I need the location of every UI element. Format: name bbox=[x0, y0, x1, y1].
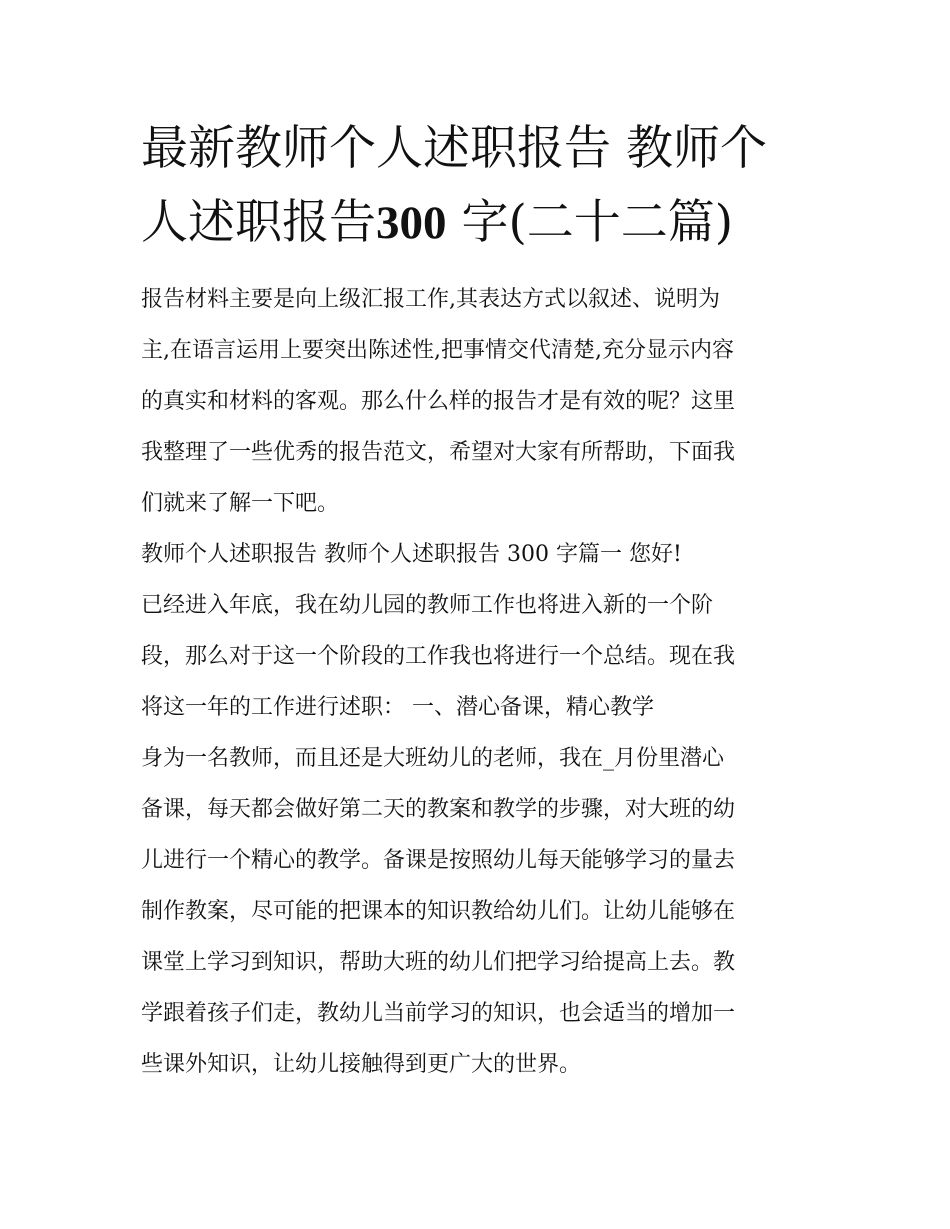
body-line: 些课外知识，让幼儿接触得到更广大的世界。 bbox=[141, 1052, 582, 1077]
intro-line: 的真实和材料的客观。那么什么样的报告才是有效的呢？这里 bbox=[141, 389, 736, 414]
body-line: 课堂上学习到知识，帮助大班的幼儿们把学习给提高上去。教 bbox=[141, 950, 736, 975]
body-line: 学跟着孩子们走，教幼儿当前学习的知识，也会适当的增加一 bbox=[141, 1001, 736, 1026]
section-heading-text: 教师个人述职报告 教师个人述职报告 300 字篇一 您好! bbox=[141, 542, 682, 567]
document-title bbox=[141, 112, 813, 260]
intro-line: 主,在语言运用上要突出陈述性,把事情交代清楚,充分显示内容 bbox=[141, 338, 734, 363]
body-line: 段，那么对于这一个阶段的工作我也将进行一个总结。现在我 bbox=[141, 644, 736, 669]
body-line: 将这一年的工作进行述职： 一、潜心备课，精心教学 bbox=[141, 695, 654, 720]
intro-line: 报告材料主要是向上级汇报工作,其表达方式以叙述、说明为 bbox=[141, 287, 720, 312]
title-line-1: 最新教师个人述职报告 教师个 bbox=[141, 121, 767, 176]
body-line: 儿进行一个精心的教学。备课是按照幼儿每天能够学习的量去 bbox=[141, 848, 736, 873]
intro-paragraph bbox=[141, 274, 813, 529]
body-line: 制作教案，尽可能的把课本的知识教给幼儿们。让幼儿能够在 bbox=[141, 899, 736, 924]
document-page bbox=[141, 112, 813, 1090]
body-line: 已经进入年底，我在幼儿园的教师工作也将进入新的一个阶 bbox=[141, 593, 714, 618]
title-number: 300 bbox=[376, 197, 447, 249]
title-line-2 bbox=[141, 186, 813, 260]
intro-line: 们就来了解一下吧。 bbox=[141, 491, 340, 516]
title-text-a: 人述职报告 bbox=[141, 195, 376, 250]
intro-line: 我整理了一些优秀的报告范文，希望对大家有所帮助，下面我 bbox=[141, 440, 736, 465]
body-line: 身为一名教师，而且还是大班幼儿的老师，我在_月份里潜心 bbox=[141, 746, 725, 771]
body-paragraph-2 bbox=[141, 733, 813, 1090]
body-paragraph-1 bbox=[141, 580, 813, 733]
section-heading bbox=[141, 529, 813, 580]
title-text-b: 字(二十二篇) bbox=[461, 195, 734, 250]
body-line: 备课，每天都会做好第二天的教案和教学的步骤，对大班的幼 bbox=[141, 797, 736, 822]
